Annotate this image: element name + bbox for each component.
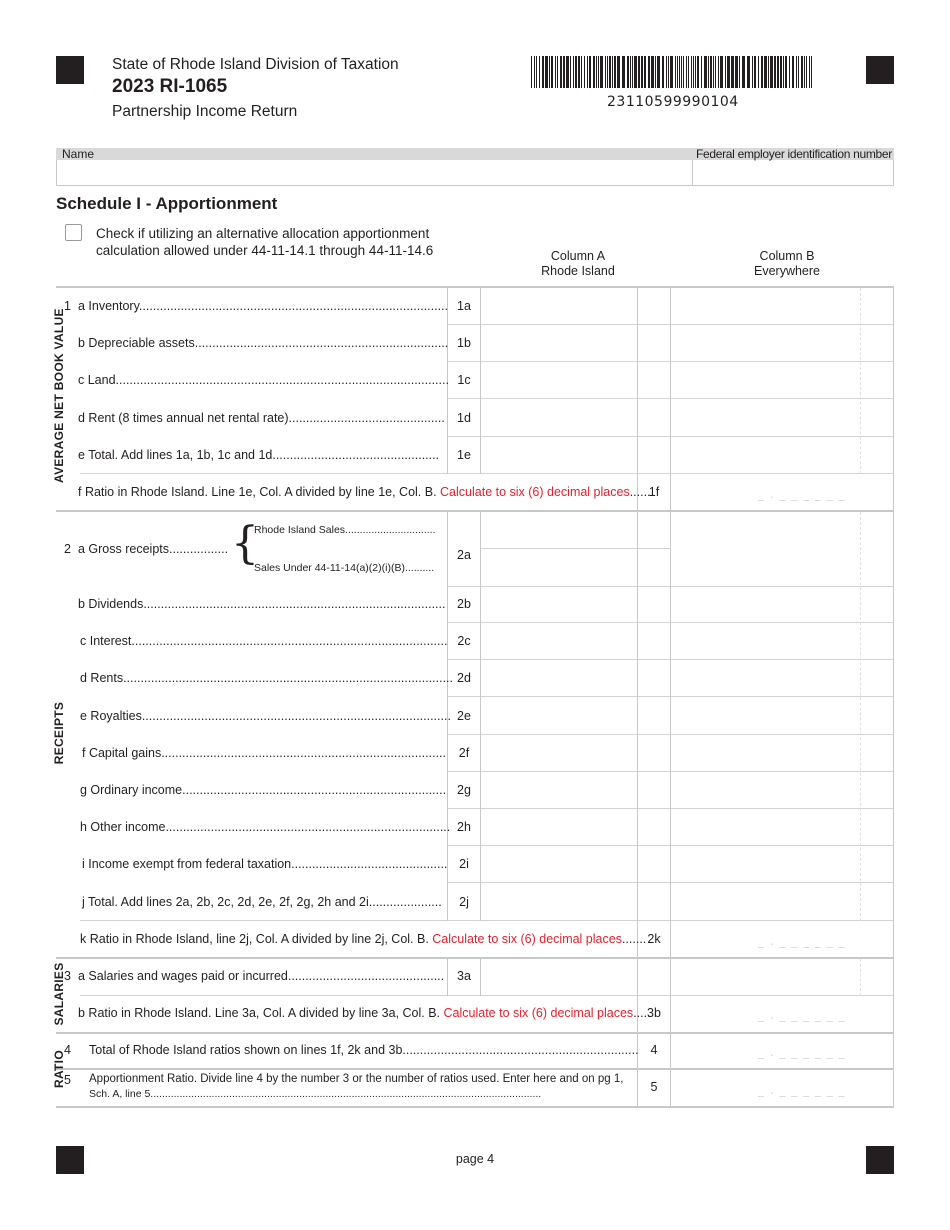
line-1f-text: f Ratio in Rhode Island. Line 1e, Col. A divided by line 1e, Col. B.	[78, 485, 441, 499]
section-label-book-value: AVERAGE NET BOOK VALUE	[52, 308, 66, 483]
line-number-1a: 1a	[457, 299, 471, 313]
line-5-top-border	[56, 1068, 894, 1070]
line-5-label-1: Apportionment Ratio. Divide line 4 by the number 3 or the number of ratios used. Enter here and on pg 1,	[89, 1073, 624, 1085]
line-5-decimal-field[interactable]: _ . _ _ _ _ _ _	[758, 1083, 846, 1097]
section-1-top-border	[56, 286, 894, 288]
line-1f-label	[78, 485, 651, 499]
row-divider	[80, 920, 894, 921]
col-divider	[637, 512, 638, 957]
line-number-5: 5	[650, 1080, 658, 1094]
line-2a-label: a Gross receipts.................	[78, 542, 229, 556]
line-1d-label: d Rent (8 times annual net rental rate).............................................	[78, 411, 445, 425]
line-2h-label: h Other income..................................................................................	[80, 820, 451, 834]
registration-mark-top-right	[866, 56, 894, 84]
line-4-number: 4	[64, 1043, 71, 1057]
line-number-2k: 2k	[647, 932, 661, 946]
col-divider	[670, 959, 671, 1032]
line-1f-leader: ......	[629, 485, 651, 499]
registration-mark-bottom-right	[866, 1146, 894, 1174]
line-2k-instruction: Calculate to six (6) decimal places	[432, 932, 622, 946]
line-number-1d: 1d	[457, 411, 471, 425]
line-number-2i: 2i	[459, 857, 469, 871]
column-a-title: Column A	[550, 249, 606, 263]
line-number-1c: 1c	[457, 373, 471, 387]
column-a-subtitle: Rhode Island	[541, 264, 615, 278]
cents-divider	[860, 288, 861, 474]
line-number-1b: 1b	[457, 336, 471, 350]
line-1a-label: a Inventory.........................................................................................	[78, 299, 449, 313]
row-divider	[481, 548, 670, 549]
section-3-top-border	[56, 957, 894, 959]
line-4-decimal-field[interactable]: _ . _ _ _ _ _ _	[758, 1045, 846, 1059]
line-2k-decimal-field[interactable]: _ . _ _ _ _ _ _	[758, 934, 846, 948]
form-subtitle: Partnership Income Return	[112, 103, 298, 120]
alternative-allocation-checkbox[interactable]	[65, 224, 82, 241]
line-3b-text: b Ratio in Rhode Island. Line 3a, Col. A divided by line 3a, Col. B.	[78, 1006, 444, 1020]
line-number-1e: 1e	[457, 448, 471, 462]
line-2c-label: c Interest...........................................................................................	[80, 634, 448, 648]
line-3b-decimal-field[interactable]: _ . _ _ _ _ _ _	[758, 1008, 846, 1022]
line-number-4: 4	[650, 1043, 658, 1057]
line-number-3a: 3a	[457, 969, 471, 983]
line-1c-label: c Land................................................................................................	[78, 373, 449, 387]
barcode-image	[531, 56, 816, 88]
line-2i-label: i Income exempt from federal taxation.............................................	[82, 857, 448, 871]
registration-mark-bottom-left	[56, 1146, 84, 1174]
line-number-2j: 2j	[459, 895, 469, 909]
line-number-2a: 2a	[457, 548, 471, 562]
col-divider	[893, 1034, 894, 1106]
brace-icon: {	[231, 518, 259, 569]
column-b-title: Column B	[759, 249, 815, 263]
col-divider	[670, 288, 671, 510]
column-b-header	[727, 249, 847, 279]
section-label-salaries: SALARIES	[52, 962, 66, 1026]
line-2d-label: d Rents...............................................................................................	[80, 671, 454, 685]
col-divider	[637, 959, 638, 1032]
line-2a-sales-under-label: Sales Under 44-11-14(a)(2)(i)(B)..........	[254, 562, 435, 574]
line-number-2d: 2d	[457, 671, 471, 685]
row-divider	[80, 473, 894, 474]
name-label: Name	[62, 147, 95, 161]
line-1-number: 1	[64, 299, 71, 313]
column-b-subtitle: Everywhere	[754, 264, 820, 278]
line-2k-label	[80, 932, 647, 946]
line-2f-label: f Capital gains..................................................................................	[82, 746, 446, 760]
cents-divider	[860, 512, 861, 921]
section-label-ratio: RATIO	[52, 1050, 66, 1088]
checkbox-label	[96, 225, 476, 259]
line-3a-label: a Salaries and wages paid or incurred.............................................	[78, 969, 445, 983]
line-2-number: 2	[64, 542, 71, 556]
line-5-label-2: Sch. A, line 5......................................................................................................................................	[89, 1088, 542, 1100]
line-number-2g: 2g	[457, 783, 471, 797]
col-divider	[893, 959, 894, 1032]
line-2k-text: k Ratio in Rhode Island, line 2j, Col. A divided by line 2j, Col. B.	[80, 932, 433, 946]
line-2e-label: e Royalties.........................................................................................	[80, 709, 451, 723]
line-number-3b: 3b	[647, 1006, 661, 1020]
line-number-2c: 2c	[457, 634, 471, 648]
line-number-2f: 2f	[458, 746, 470, 760]
line-3b-leader: .....	[633, 1006, 651, 1020]
line-number-2h: 2h	[457, 820, 471, 834]
line-number-1f: 1f	[648, 485, 660, 499]
checkbox-label-line-2: calculation allowed under 44-11-14.1 through 44-11-14.6	[96, 243, 434, 258]
section-4-top-border	[56, 1032, 894, 1034]
agency-name: State of Rhode Island Division of Taxation	[112, 56, 399, 73]
line-2a-ri-sales-label: Rhode Island Sales...............................	[254, 524, 436, 536]
line-3-number: 3	[64, 969, 71, 983]
line-2b-label: b Dividends.......................................................................................	[78, 597, 446, 611]
col-divider	[893, 512, 894, 957]
line-5-number: 5	[64, 1073, 71, 1087]
line-1f-decimal-field[interactable]: _ . _ _ _ _ _ _	[758, 487, 846, 501]
fein-label: Federal employer identification number	[695, 147, 892, 161]
form-title: 2023 RI-1065	[112, 76, 228, 97]
barcode-number: 23110599990104	[607, 94, 739, 110]
cents-divider	[860, 959, 861, 996]
line-2j-label: j Total. Add lines 2a, 2b, 2c, 2d, 2e, 2f, 2g, 2h and 2i.....................	[82, 895, 442, 909]
col-divider	[670, 512, 671, 957]
registration-mark-top-left	[56, 56, 84, 84]
line-1b-label: b Depreciable assets.........................................................................	[78, 336, 449, 350]
line-3b-instruction: Calculate to six (6) decimal places	[443, 1006, 634, 1020]
line-1e-label: e Total. Add lines 1a, 1b, 1c and 1d................................................	[78, 448, 440, 462]
line-1f-instruction: Calculate to six (6) decimal places	[440, 485, 630, 499]
col-divider	[893, 288, 894, 510]
row-divider	[80, 995, 894, 996]
line-2k-leader: .......	[621, 932, 647, 946]
fein-field[interactable]	[693, 160, 894, 186]
table-bottom-border	[56, 1106, 894, 1108]
checkbox-label-line-1: Check if utilizing an alternative allocation apportionment	[96, 226, 430, 241]
line-2g-label: g Ordinary income............................................................................	[80, 783, 447, 797]
column-a-header	[518, 249, 638, 279]
name-field[interactable]	[56, 160, 693, 186]
line-number-2b: 2b	[457, 597, 471, 611]
col-divider	[637, 288, 638, 510]
line-3b-label	[78, 1006, 651, 1020]
section-2-top-border	[56, 510, 894, 512]
line-number-2e: 2e	[457, 709, 471, 723]
section-label-receipts: RECEIPTS	[52, 701, 66, 765]
schedule-title: Schedule I - Apportionment	[56, 194, 278, 213]
line-4-label: Total of Rhode Island ratios shown on lines 1f, 2k and 3b....................................................................	[89, 1043, 639, 1057]
page-number: page 4	[455, 1152, 495, 1166]
